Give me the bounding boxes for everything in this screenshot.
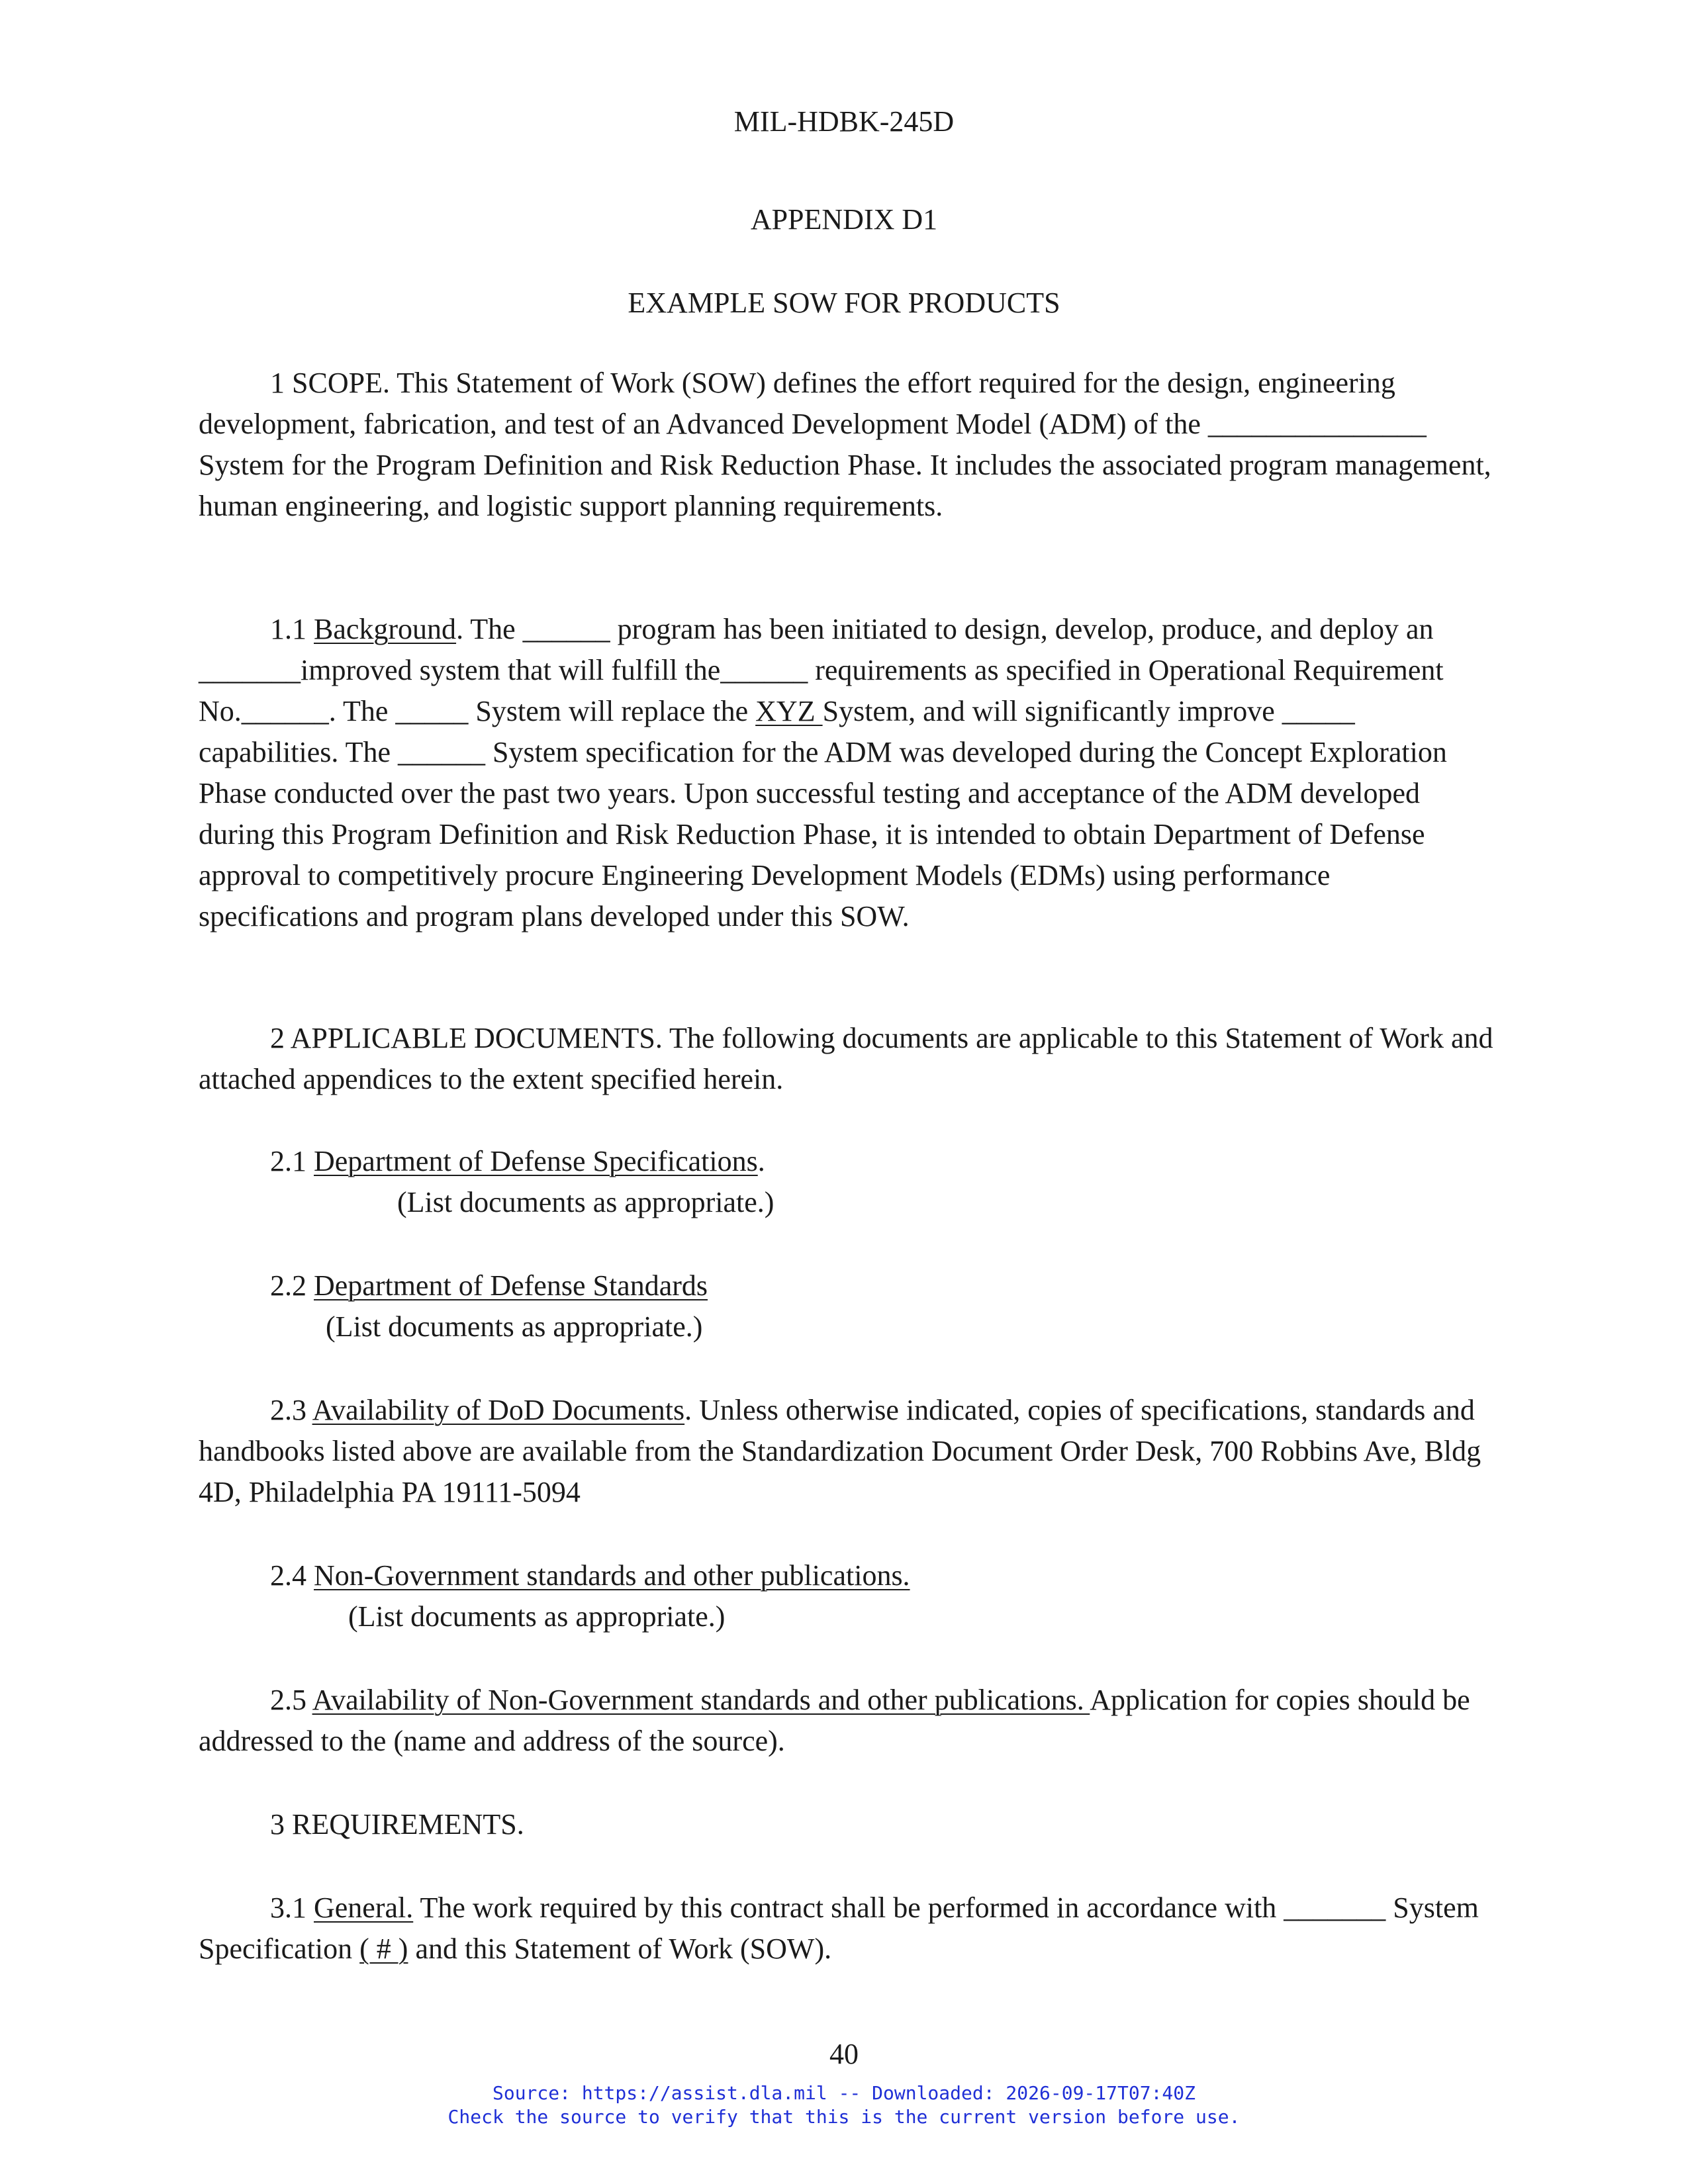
section-heading: Department of Defense Specifications [314, 1145, 758, 1177]
applicable-documents-paragraph: 2 APPLICABLE DOCUMENTS. The following documents are applicable to this Statement of Work and attached appendices to the extent specified herein. [199, 1022, 1493, 1095]
list-note: (List documents as appropriate.) [348, 1600, 726, 1633]
section-2-4 [199, 1555, 1496, 1637]
page-number: 40 [829, 2038, 859, 2070]
appendix-label: APPENDIX D1 [750, 203, 938, 236]
section-1-scope [199, 363, 1496, 527]
page-title: EXAMPLE SOW FOR PRODUCTS [628, 287, 1060, 319]
punctuation: . [757, 1145, 765, 1177]
subsection-line [199, 1555, 1496, 1596]
subsection-paragraph [199, 1680, 1496, 1762]
section-number: 2.4 [270, 1559, 314, 1592]
xyz-label: XYZ [755, 695, 823, 727]
document-id: MIL-HDBK-245D [733, 105, 955, 138]
section-heading: Department of Defense Standards [314, 1269, 708, 1302]
list-note: (List documents as appropriate.) [326, 1310, 703, 1343]
paragraph-text: Application for copies should be addressed to the (name and address of the source). [199, 1684, 1470, 1757]
section-2-1 [199, 1141, 1496, 1223]
section-number: 2.3 [270, 1394, 312, 1426]
section-number: 1.1 [270, 613, 314, 645]
subsection-paragraph [199, 1888, 1496, 1970]
section-heading: Background [314, 613, 457, 645]
scope-paragraph: 1 SCOPE. This Statement of Work (SOW) defines the effort required for the design, engineering development, fabrication, and test of an Advanced Development Model (ADM) of the _______________ System for the Program Definition and Risk Reduction Phase. It includes the associated program management, human engineering, and logistic support planning requirements. [199, 367, 1491, 522]
section-3-1-general [199, 1888, 1496, 1970]
section-2-applicable-documents [199, 1018, 1496, 1100]
section-heading: Availability of DoD Documents [312, 1394, 685, 1426]
section-1-1-background [199, 609, 1496, 937]
section-heading: Non-Government standards and other publications. [314, 1559, 910, 1592]
list-note: (List documents as appropriate.) [397, 1186, 774, 1218]
requirements-heading: 3 REQUIREMENTS. [270, 1808, 524, 1841]
spec-number-placeholder: ( # ) [359, 1933, 408, 1965]
source-footer-line-1: Source: https://assist.dla.mil -- Downloaded: 2026-09-17T07:40Z [492, 2082, 1196, 2104]
section-3-requirements [199, 1804, 1496, 1845]
paragraph-text: and this Statement of Work (SOW). [408, 1933, 832, 1965]
section-number: 2.2 [270, 1269, 314, 1302]
subsection-line [199, 1141, 1496, 1182]
paragraph-text: The work required by this contract shall be performed in accordance with _______ System Specification [199, 1891, 1479, 1965]
section-2-2 [199, 1265, 1496, 1347]
subsection-paragraph [199, 1390, 1496, 1513]
paragraph-text: . Unless otherwise indicated, copies of specifications, standards and handbooks listed above are available from the Standardization Document Order Desk, 700 Robbins Ave, Bldg 4D, Philadelphia PA 19111-5094 [199, 1394, 1481, 1508]
section-2-3 [199, 1390, 1496, 1513]
paragraph-text: System, and will significantly improve _____ capabilities. The ______ System specification for the ADM was developed during the Concept Exploration Phase conducted over the past two years. Upon successful testing and acceptance of the ADM developed during this Program Definition and Risk Reduction Phase, it is intended to obtain Department of Defense approval to competitively procure Engineering Development Models (EDMs) using performance specifications and program plans developed under this SOW. [199, 695, 1447, 933]
section-2-5 [199, 1680, 1496, 1762]
section-heading: General. [314, 1891, 414, 1924]
section-heading: Availability of Non-Government standards and other publications. [312, 1684, 1090, 1716]
section-number: 2.1 [270, 1145, 314, 1177]
paragraph-text: . The ______ program has been initiated to design, develop, produce, and deploy an _______improved system that will fulfill the______ requirements as specified in Operational Requirement No.______. The _____ System will replace the [199, 613, 1444, 727]
section-number: 3.1 [270, 1891, 314, 1924]
subsection-line [199, 1265, 1496, 1306]
section-number: 2.5 [270, 1684, 312, 1716]
background-paragraph [199, 609, 1496, 937]
source-footer-line-2: Check the source to verify that this is the current version before use. [447, 2106, 1241, 2128]
